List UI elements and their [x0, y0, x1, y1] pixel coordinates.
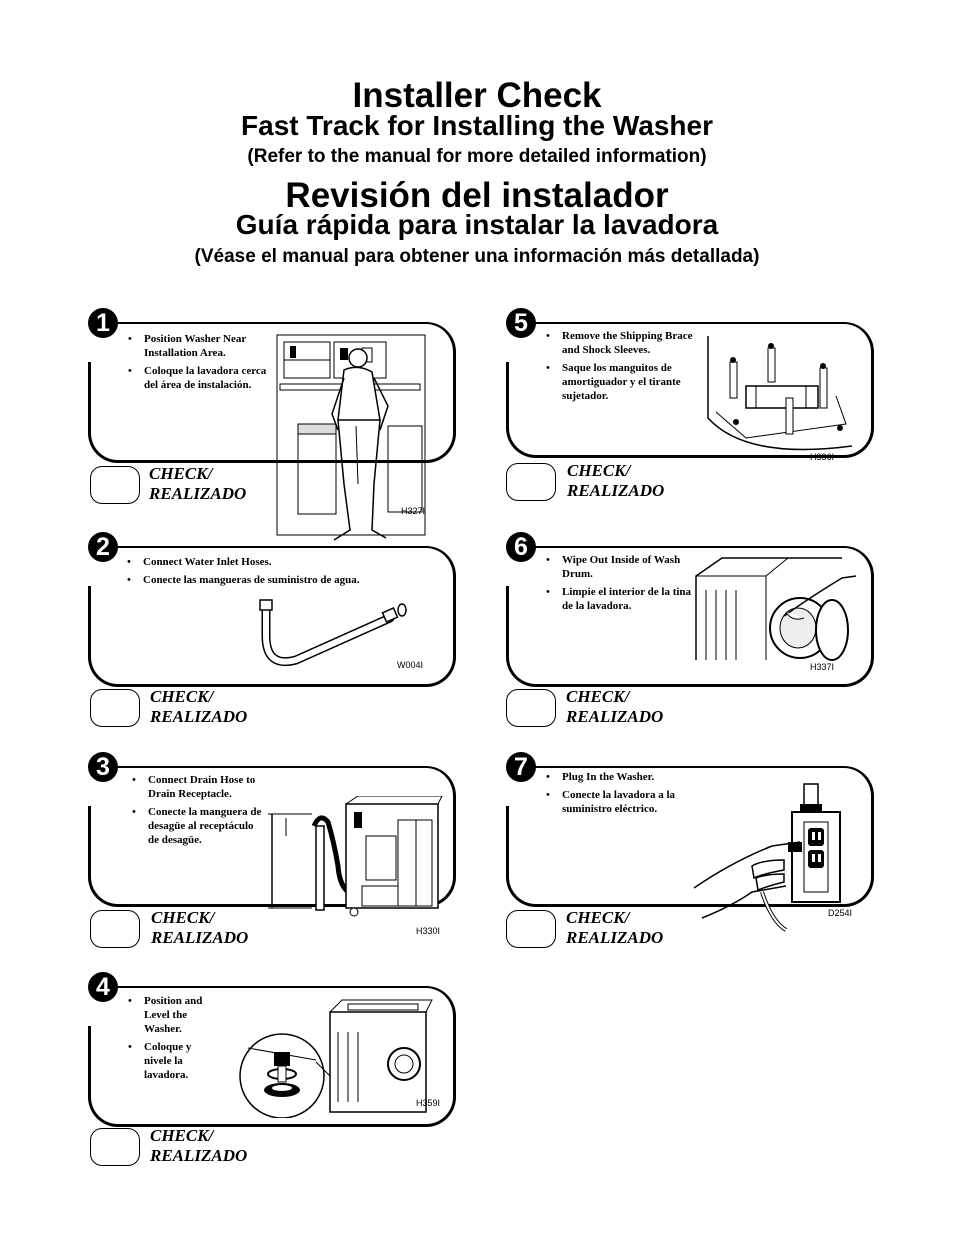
instruction-es: • Conecte las mangueras de suministro de agua. [125, 573, 360, 587]
step-instructions [125, 555, 360, 591]
instruction-en: • Plug In the Washer. [544, 770, 694, 784]
step-5 [506, 308, 876, 508]
step-instructions [544, 329, 694, 407]
note-en: (Refer to the manual for more detailed information) [247, 146, 707, 167]
figure-code: H337I [810, 662, 835, 672]
note-es: (Véase el manual para obtener una información más detallada) [194, 246, 760, 267]
check-box[interactable] [506, 910, 556, 948]
step-instructions [126, 994, 221, 1086]
figure-code: H336I [810, 452, 835, 462]
step-3 [88, 752, 458, 952]
step-4 [88, 972, 458, 1172]
step-number: 3 [88, 752, 118, 782]
check-box[interactable] [506, 463, 556, 501]
instruction-en: • Position Washer Near Installation Area. [126, 332, 271, 360]
check-label: CHECK/ REALIZADO [151, 908, 249, 947]
instruction-es: • Conecte la lavadora a la suministro eléctrico. [544, 788, 694, 816]
check-label: CHECK/ REALIZADO [149, 464, 247, 503]
step-instructions [130, 773, 265, 851]
check-box[interactable] [90, 466, 140, 504]
subtitle-es: Guía rápida para instalar la lavadora [235, 209, 719, 240]
figure-code: W004I [397, 660, 424, 670]
title-en: Installer Check [352, 76, 602, 115]
step-2 [88, 532, 458, 732]
figure-code: H359I [416, 1098, 441, 1108]
check-box[interactable] [506, 689, 556, 727]
shipping-brace-illustration [706, 328, 852, 452]
instruction-en: • Connect Drain Hose to Drain Receptacle. [130, 773, 265, 801]
instruction-en: • Wipe Out Inside of Wash Drum. [544, 553, 694, 581]
step-number: 4 [88, 972, 118, 1002]
check-box[interactable] [90, 1128, 140, 1166]
step-1 [88, 308, 458, 548]
step-number: 5 [506, 308, 536, 338]
figure-code: D254I [828, 908, 853, 918]
step-number: 6 [506, 532, 536, 562]
figure-code: H330I [416, 926, 441, 936]
instruction-es: • Conecte la manguera de desagüe al receptáculo de desagüe. [130, 805, 265, 847]
step-6 [506, 532, 876, 732]
figure-code: H327I [401, 506, 426, 516]
step-instructions [126, 332, 271, 396]
water-inlet-hose-illustration [252, 596, 412, 676]
instruction-es: • Coloque la lavadora cerca del área de instalación. [126, 364, 271, 392]
instruction-es: • Coloque y nivele la lavadora. [126, 1040, 221, 1082]
instruction-es: • Limpie el interior de la tina de la lavadora. [544, 585, 694, 613]
wipe-drum-illustration [692, 556, 858, 668]
man-positioning-washer-illustration [276, 334, 426, 550]
instruction-es: • Saque los manguitos de amortiguador y el tirante sujetador. [544, 361, 694, 403]
instruction-en: • Remove the Shipping Brace and Shock Sleeves. [544, 329, 694, 357]
check-label: CHECK/ REALIZADO [150, 1126, 248, 1165]
step-number: 2 [88, 532, 118, 562]
step-number: 7 [506, 752, 536, 782]
step-instructions [544, 553, 694, 617]
check-box[interactable] [90, 689, 140, 727]
check-label: CHECK/ REALIZADO [566, 908, 664, 947]
instruction-en: • Connect Water Inlet Hoses. [125, 555, 360, 569]
step-number: 1 [88, 308, 118, 338]
step-instructions [544, 770, 694, 820]
title-es: Revisión del instalador [285, 176, 669, 215]
instruction-en: • Position and Level the Washer. [126, 994, 221, 1036]
step-7 [506, 752, 876, 952]
check-box[interactable] [90, 910, 140, 948]
check-label: CHECK/ REALIZADO [150, 687, 248, 726]
drain-hose-standpipe-illustration [266, 796, 446, 918]
check-label: CHECK/ REALIZADO [566, 687, 664, 726]
subtitle-en: Fast Track for Installing the Washer [241, 110, 713, 141]
check-label: CHECK/ REALIZADO [567, 461, 665, 500]
